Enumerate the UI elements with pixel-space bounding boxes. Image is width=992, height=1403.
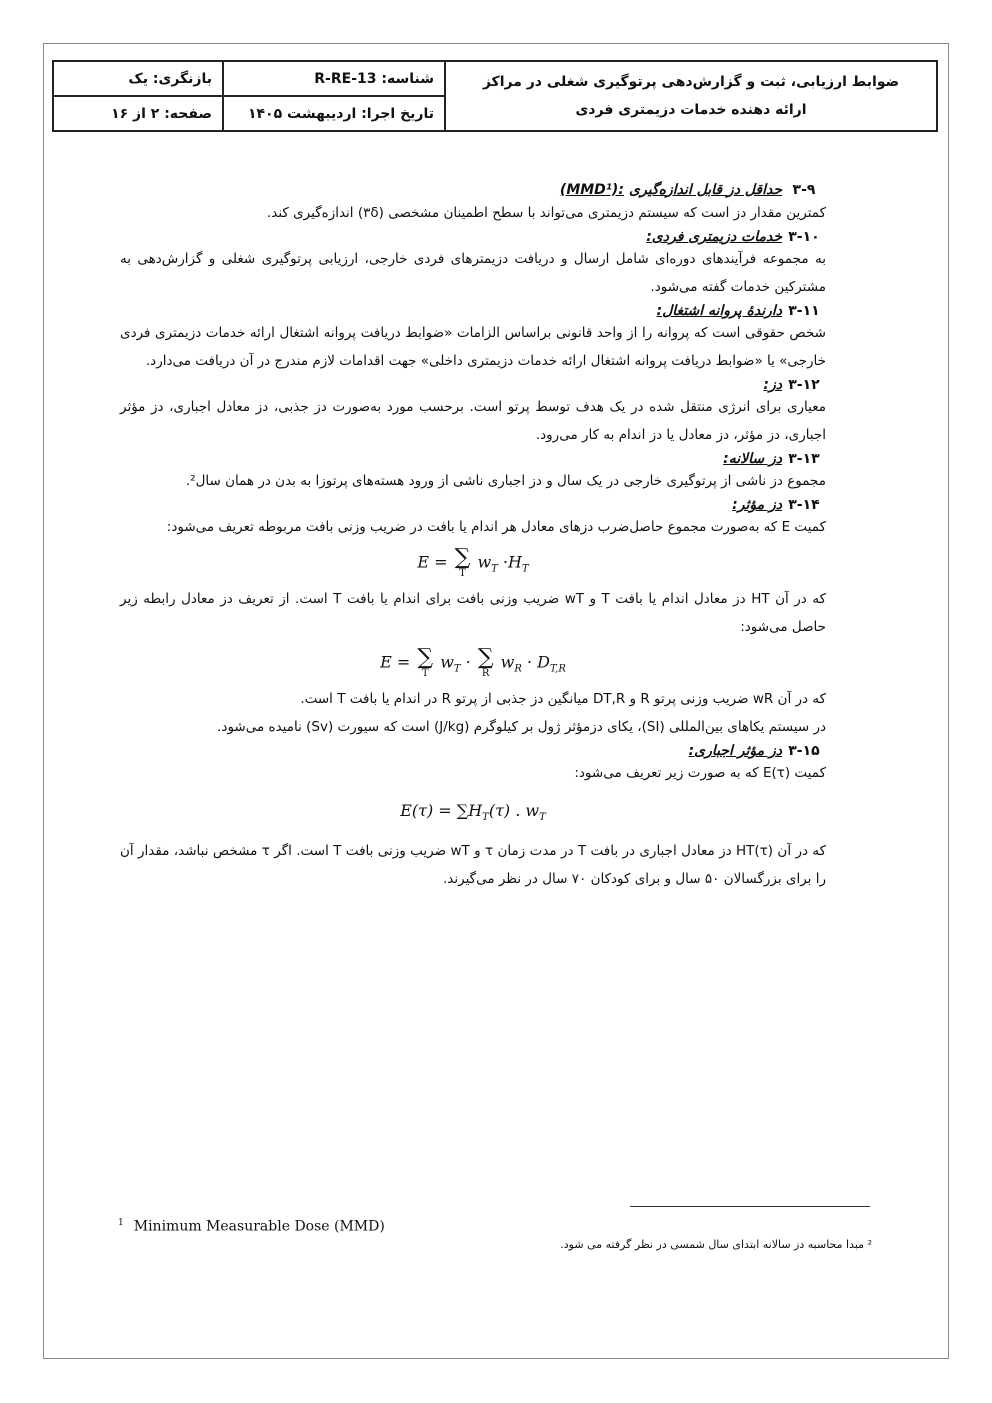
equation-committed-dose: $E(\tau) = \sum H_T(\tau)$ . $w_T$ bbox=[400, 801, 546, 824]
section-title: دارندهٔ پروانه اشتغال: bbox=[656, 303, 782, 319]
section-3-13 bbox=[120, 451, 826, 495]
paragraph: که در آن HT(τ) دز معادل اجباری در بافت T در مدت زمان τ و wT ضریب وزنی بافت T است. اگر τ مشخص نباشد، مقدار آن را برای بزرگسالان ۵۰ سال و برای کودکان ۷۰ سال در نظر می‌گیرند. bbox=[120, 843, 827, 888]
paragraph: به مجموعه فرآیندهای دوره‌ای شامل ارسال و دریافت دزیمترهای فردی خارجی، ارزیابی پرتوگیری شغلی و گزارش‌دهی به مشترکین خدمات گفته می‌شود. bbox=[120, 251, 826, 295]
document-header bbox=[52, 60, 938, 132]
section-title: دز مؤثر اجباری: bbox=[688, 743, 782, 759]
section-number: ۳-۱۳ bbox=[788, 451, 820, 467]
section-number: ۳-۱۰ bbox=[788, 229, 820, 245]
section-number: ۳-۱۲ bbox=[788, 377, 820, 393]
doc-id: شناسه: R-RE-13 bbox=[223, 61, 445, 96]
section-number: ۳-۱۴ bbox=[788, 497, 820, 513]
paragraph: کمیت E که به‌صورت مجموع حاصل‌ضرب دزهای معادل هر اندام یا بافت در ضریب وزنی بافت مربوطه تعریف می‌شود: bbox=[166, 519, 826, 535]
paragraph: شخص حقوقی است که پروانه را از واحد قانونی براساس الزامات «ضوابط دریافت پروانه اشتغال ارائه خدمات دزیمتری فردی خارجی» یا «ضوابط دریافت پروانه اشتغال ارائه خدمات دزیمتری داخلی» جهت اقدامات لازم مندرج در آن دریافت می‌دارد. bbox=[120, 325, 826, 369]
section-3-12 bbox=[120, 377, 826, 449]
paragraph: معیاری برای انرژی منتقل شده در یک هدف توسط پرتو است. برحسب مورد به‌صورت دز جذبی، دز معادل اجباری، دز مؤثر اجباری، دز مؤثر، دز معادل یا دز اندام به کار می‌رود. bbox=[120, 399, 826, 443]
footnote-1 bbox=[118, 1218, 385, 1235]
section-title: خدمات دزیمتری فردی: bbox=[646, 229, 782, 245]
paragraph: کمیت E(τ) که به صورت زیر تعریف می‌شود: bbox=[574, 765, 826, 781]
section-3-11 bbox=[120, 303, 826, 375]
equation-effective-dose-expanded: E = ∑ T $w_T$ · ∑ R $w_R \cdot D_{T,R}$ bbox=[380, 645, 566, 679]
section-3-9 bbox=[120, 180, 826, 227]
section-3-15 bbox=[120, 743, 826, 893]
title-line-2: ارائه دهنده خدمات دزیمتری فردی bbox=[575, 102, 807, 118]
section-number: ۳-۹ bbox=[792, 181, 816, 198]
section-title: دز: bbox=[763, 377, 782, 393]
doc-title bbox=[445, 61, 937, 131]
section-3-14 bbox=[120, 497, 826, 741]
title-line-1: ضوابط ارزیابی، ثبت و گزارش‌دهی پرتوگیری شغلی در مراکز bbox=[482, 74, 900, 90]
section-number: ۳-۱۱ bbox=[788, 303, 820, 319]
footnote-divider bbox=[630, 1206, 870, 1207]
section-number: ۳-۱۵ bbox=[788, 743, 820, 759]
main-content bbox=[120, 178, 826, 893]
page-number: صفحه: ۲ از ۱۶ bbox=[53, 96, 223, 131]
effective-date: تاریخ اجرا: اردیبهشت ۱۴۰۵ bbox=[223, 96, 445, 131]
revision: بازنگری: یک bbox=[53, 61, 223, 96]
section-title: دز سالانه: bbox=[723, 451, 782, 467]
section-3-10 bbox=[120, 229, 826, 301]
paragraph: مجموع دز ناشی از پرتوگیری خارجی در یک سال و دز اجباری ناشی از ورود هسته‌های پرتوزا به بدن در همان سال². bbox=[185, 473, 826, 489]
section-title: دز مؤثر: bbox=[732, 497, 782, 513]
paragraph: کمترین مقدار دز است که سیستم دزیمتری می‌تواند با سطح اطمینان مشخصی (۳δ) اندازه‌گیری کند. bbox=[266, 205, 826, 221]
paragraph: که در آن wR ضریب وزنی پرتو R و DT,R میانگین دز جذبی از پرتو R در اندام یا بافت T است. bbox=[300, 691, 826, 707]
footnote-text: Minimum Measurable Dose (MMD) bbox=[133, 1218, 385, 1235]
footnote-2: ² مبدا محاسبه دز سالانه ابتدای سال شمسی در نظر گرفته می شود. bbox=[560, 1238, 872, 1251]
paragraph: که در آن HT دز معادل اندام یا بافت T و wT ضریب وزنی بافت برای اندام یا بافت T است. از تعریف دز معادل رابطه زیر حاصل می‌شود: bbox=[120, 591, 826, 635]
equation-effective-dose: E = ∑ T $w_T \cdot H_T$ bbox=[417, 545, 529, 579]
paragraph: در سیستم یکاهای بین‌المللی (SI)، یکای دزمؤثر ژول بر کیلوگرم (J/kg) است که سیورت (Sv) نامیده می‌شود. bbox=[217, 719, 826, 735]
section-title-tag: (MMD¹): bbox=[559, 181, 624, 198]
footnote-mark: 1 bbox=[118, 1218, 124, 1228]
section-title: حداقل دز قابل اندازه‌گیری bbox=[629, 181, 782, 198]
